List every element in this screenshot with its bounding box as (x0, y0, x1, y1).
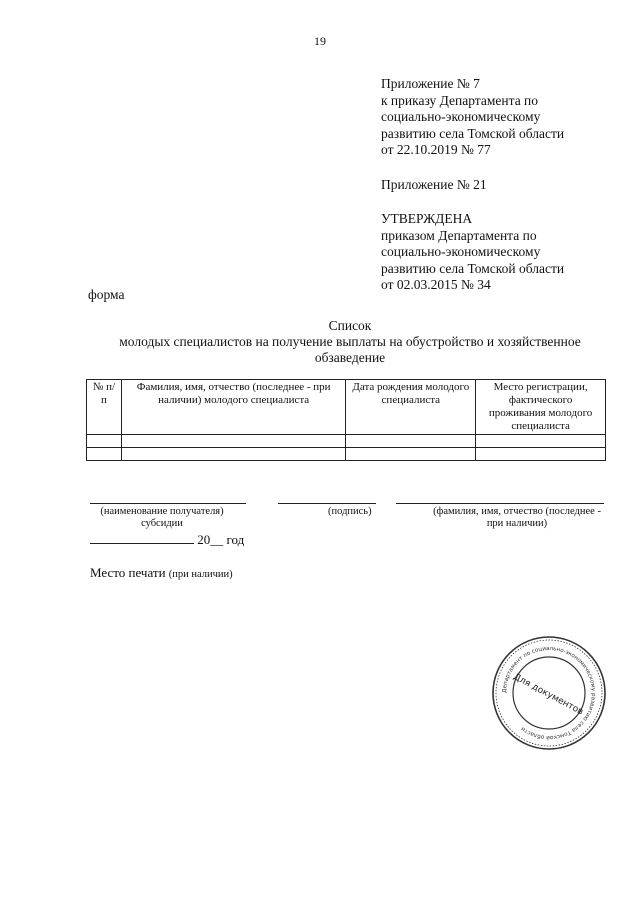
approved-line: от 02.03.2015 № 34 (381, 277, 491, 292)
appendix-number: Приложение № 21 (381, 176, 487, 192)
recipient-line[interactable] (90, 503, 246, 504)
table-cell[interactable] (476, 448, 606, 461)
fio-caption: (фамилия, имя, отчество (последнее - при наличии) (433, 506, 601, 529)
table-row (87, 435, 606, 448)
document-title (90, 318, 610, 366)
table-cell[interactable] (121, 435, 345, 448)
signature-line[interactable] (278, 503, 376, 504)
date-year-text: 20__ год (197, 532, 245, 547)
approved-line: социально-экономическому (381, 244, 541, 259)
seal-place (90, 565, 233, 581)
appendix-line: развитию села Томской области (381, 125, 565, 141)
table-cell[interactable] (121, 448, 345, 461)
table-cell[interactable] (346, 435, 476, 448)
appendix-line: Приложение № 7 (381, 76, 480, 91)
fio-line[interactable] (396, 503, 604, 504)
seal-place-label: Место печати (90, 565, 166, 580)
approved-line: приказом Департамента по (381, 227, 537, 243)
stamp-ring-text: Департамент по социально-экономическому развитию села Томской области (501, 645, 597, 741)
recipient-caption: (наименование получателя) субсидии (100, 506, 224, 529)
signature-caption: (подпись) (328, 506, 372, 517)
title-line: Список (328, 318, 372, 333)
appendix-line: социально-экономическому (381, 109, 541, 124)
stamp-center-text: Для документов (511, 672, 585, 718)
title-subline: молодых специалистов на получение выплаты на обустройство и хозяйственное обзаведение (119, 334, 581, 365)
appendix-block (381, 76, 564, 294)
table-cell[interactable] (346, 448, 476, 461)
date-field (90, 531, 244, 548)
seal-place-note: (при наличии) (168, 569, 233, 580)
approved-line: развитию села Томской области (381, 260, 565, 276)
header-birthdate: Дата рождения молодого специалиста (346, 380, 476, 435)
table-cell[interactable] (87, 448, 122, 461)
table-row (87, 448, 606, 461)
appendix-line: к приказу Департамента по (381, 92, 539, 108)
page-number: 19 (314, 34, 326, 48)
specialists-table (86, 379, 606, 461)
date-input-line[interactable] (90, 531, 194, 544)
table-header-row (87, 380, 606, 435)
approved-line: УТВЕРЖДЕНА (381, 211, 473, 226)
header-fio: Фамилия, имя, отчество (последнее - при наличии) молодого специалиста (121, 380, 345, 435)
form-label: форма (88, 287, 125, 302)
stamp-seal (491, 635, 607, 751)
table-cell[interactable] (87, 435, 122, 448)
header-number: № п/п (87, 380, 122, 435)
table-cell[interactable] (476, 435, 606, 448)
header-address: Место регистрации, фактического проживания молодого специалиста (476, 380, 606, 435)
appendix-line: от 22.10.2019 № 77 (381, 142, 491, 157)
